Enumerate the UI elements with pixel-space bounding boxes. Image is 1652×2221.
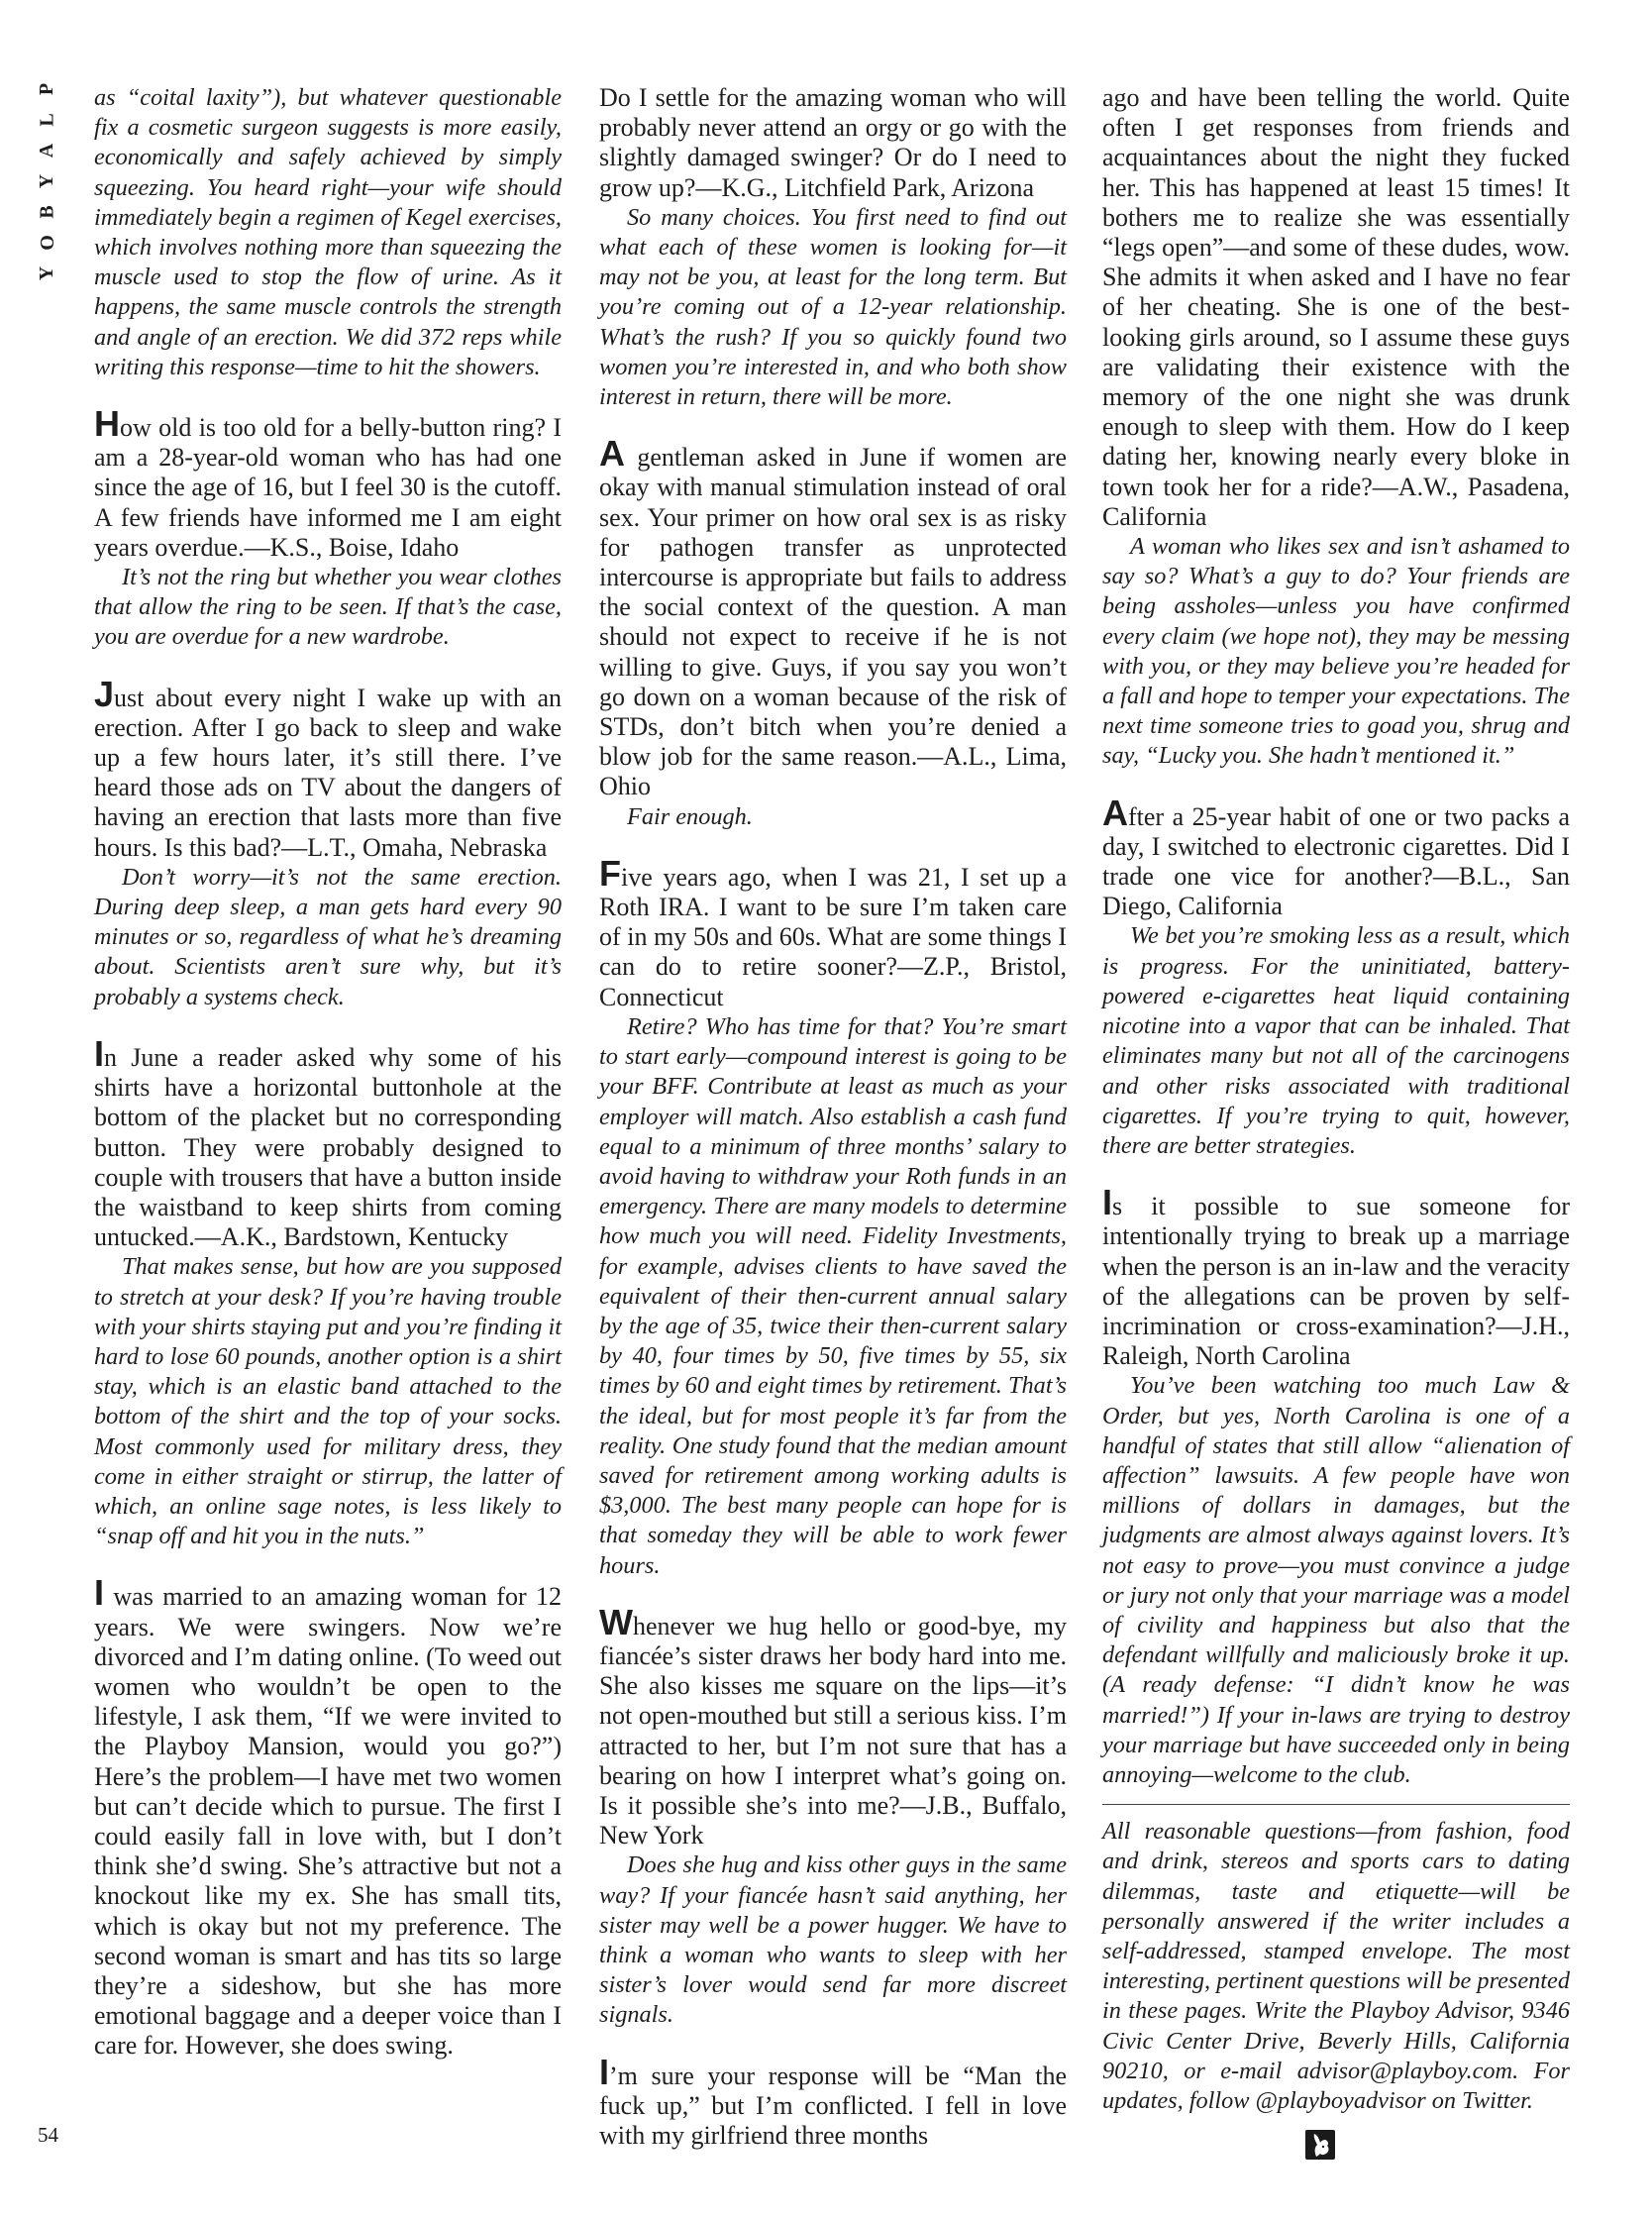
question [94,1032,562,1252]
page-number: 54 [38,2123,58,2147]
answer: Fair enough. [627,802,753,830]
question [1102,792,1570,922]
masthead-letter: A [36,142,58,159]
answer: Retire? Who has time for that? You’re smart to start early—compound interest is going to be your BFF. Contribute at least as much as your employer will match. Also establish a cash fund equal to a minimum of three months’ salary to avoid having to withdraw your Roth funds in an emergency. There are many models to determine how much you will need. Fidelity Investments, for example, advises clients to have saved the equivalent of their then-current annual salary by the age of 35, twice their then-current salary by 40, four times by 50, five times by 55, six times by 60 and eight times by retirement. That’s the ideal, but for most people it’s far from the reality. One study found that the median amount saved for retirement among working adults is $3,000. The best many people can hope for is that someday they will be able to work fewer hours. [599,1012,1067,1579]
question [599,1601,1067,1851]
question: Do I settle for the amazing woman who will probably never attend an orgy or go with the slightly damaged swinger? Or do I need to grow up?—K.G., Litchfield Park, Arizona [599,83,1067,202]
question [94,1572,562,2061]
divider [1102,1804,1570,1805]
masthead-letter: Y [36,172,58,189]
answer: That makes sense, but how are you supposed to stretch at your desk? If you’re having trouble with your shirts staying put and you’re finding it hard to lose 60 pounds, another option is a shirt stay, which is an elastic band attached to the bottom of the shirt and the top of your socks. Most commonly used for military dress, they come in either straight or stirrup, the latter of which, an online sage notes, is less likely to “snap off and hit you in the nuts.” [94,1253,562,1550]
question-text: n June a reader asked why some of his shirts have a horizontal buttonhole at the bottom of the placket but no corresponding button. They were probably designed to couple with trousers that have a button inside the waistband to keep shirts from coming untucked.—A.K., Bardstown, Kentucky [94,1042,562,1252]
answer: We bet you’re smoking less as a result, which is progress. For the uninitiated, battery-powered e-cigarettes heat liquid containing nicotine into a vapor that can be inhaled. That eliminates many but not all of the carcinogens and other risks associated with traditional cigarettes. If you’re trying to quit, however, there are better strategies. [1102,922,1570,1159]
question-text: s it possible to sue someone for intentionally trying to break up a marriage when the person is an in-law and the veracity of the allegations can be proven by self-incrimination or cross-examination?—J.H., Raleigh, North Carolina [1102,1192,1570,1371]
question-text: gentleman asked in June if women are okay with manual stimulation instead of oral sex. Your primer on how oral sex is as risky for pathogen transfer as unprotected intercourse is appropriate but fails to address the social context of the question. A man should not expect to receive if he is not willing to give. Guys, if you say you won’t go down on a woman because of the risk of STDs, don’t bitch when you’re denied a blow job for the same reason.—A.L., Lima, Ohio [599,443,1067,801]
drop-cap: I [599,2051,610,2092]
drop-cap: W [599,1601,633,1642]
answer: So many choices. You first need to find out what each of these women is looking for—it may not be you, at least for the long term. But you’re coming out of a 12-year relationship. What’s the rush? If you so quickly found two women you’re interested in, and who both show interest in return, there will be more. [599,203,1067,411]
drop-cap: F [599,852,621,894]
drop-cap: I [94,1572,105,1614]
question-text: ive years ago, when I was 21, I set up a Roth IRA. I want to be sure I’m taken care of in my 50s and 60s. What are some things I can do to retire sooner?—Z.P., Bristol, Connecticut [599,862,1067,1011]
drop-cap: J [94,673,115,714]
drop-cap: A [1102,792,1128,833]
question-text: fter a 25-year habit of one or two packs a day, I switched to electronic cigarettes. Did I trade one vice for another?—B.L., San Diego, California [1102,801,1570,921]
masthead-letter: B [36,204,58,219]
question-text: ust about every night I wake up with an erection. After I go back to sleep and wake up a few hours later, it’s still there. I’ve heard those ads on TV about the dangers of having an erection that lasts more than five hours. Is this bad?—L.T., Omaha, Nebraska [94,683,562,862]
masthead-letter: P [36,81,58,96]
answer: Does she hug and kiss other guys in the same way? If your fiancée hasn’t said anything, her sister may well be a power hugger. We have to think a woman who wants to sleep with her sister’s lover would send far more discreet signals. [599,1851,1067,2029]
question [94,673,562,863]
question [599,852,1067,1012]
question-text: henever we hug hello or good-bye, my fiancée’s sister draws her body hard into me. She also kisses me square on the lips—it’s not open-mouthed but still a serious kiss. I’m attracted to her, but I’m not sure that has a bearing on how I interpret what’s going on. Is it possible she’s into me?—J.B., Buffalo, New York [599,1611,1067,1851]
question [599,433,1067,801]
answer: It’s not the ring but whether you wear clothes that allow the ring to be seen. If that’s the case, you are overdue for a new wardrobe. [94,564,562,651]
question-text: ’m sure your response will be “Man the fuck up,” but I’m conflicted. I fell in love with my girlfriend three months [599,2061,1067,2150]
drop-cap: H [94,403,120,445]
answer: Don’t worry—it’s not the same erection. During deep sleep, a man gets hard every 90 minutes or so, regardless of what he’s dreaming about. Scientists aren’t sure why, but it’s probably a systems check. [94,863,562,1010]
question [94,403,562,563]
drop-cap: I [94,1032,105,1074]
question-text: ow old is too old for a belly-button ring? I am a 28-year-old woman who has had one since the age of 16, but I feel 30 is the cutoff. A few friends have informed me I am eight years overdue.—K.S., Boise, Idaho [94,413,562,562]
column-3 [1102,83,1570,2164]
advisor-footer-note: All reasonable questions—from fashion, food and drink, stereos and sports cars to dating dilemmas, taste and etiquette—will be personally answered if the writer includes a self-addressed, stamped envelope. The most interesting, pertinent questions will be presented in these pages. Write the Playboy Advisor, 9346 Civic Center Drive, Beverly Hills, California 90210, or e-mail advisor@playboy.com. For updates, follow @playboyadvisor on Twitter. [1102,1818,1570,2114]
answer: You’ve been watching too much Law & Order, but yes, North Carolina is one of a handful of states that still allow “alienation of affection” lawsuits. A few people have won millions of dollars in damages, but the judgments are almost always against lovers. It’s not easy to prove—you must convince a judge or jury not only that your marriage was a model of civility and happiness but also that the defendant willfully and maliciously broke it up. (A ready defense: “I didn’t know he was married!”) If your in-laws are trying to destroy your marriage but have succeeded only in being annoying—welcome to the club. [1102,1372,1570,1788]
answer: as “coital laxity”), but whatever questionable fix a cosmetic surgeon suggests is more easily, economically and safely achieved by simply squeezing. You heard right—your wife should immediately begin a regimen of Kegel exercises, which involves nothing more than squeezing the muscle used to stop the flow of urine. As it happens, the same muscle controls the strength and angle of an erection. We did 372 reps while writing this response—time to hit the showers. [94,84,562,380]
drop-cap: A [599,433,625,475]
column-2 [599,83,1067,2151]
masthead-letter: Y [36,264,58,281]
playboy-masthead [36,73,59,288]
masthead-letter: L [36,112,58,127]
column-1 [94,83,562,2062]
masthead-letter: O [36,234,58,251]
question [1102,1182,1570,1371]
question [599,2051,1067,2152]
drop-cap: I [1102,1182,1113,1223]
answer: A woman who likes sex and isn’t ashamed to say so? What’s a guy to do? Your friends are being assholes—unless you have confirmed every claim (we hope not), they may be messing with you, or they may believe you’re headed for a fall and hope to temper your expectations. The next time someone tries to goad you, shrug and say, “Lucky you. She hadn’t mentioned it.” [1102,533,1570,770]
rabbit-head-logo-icon [1305,2130,1335,2160]
question: ago and have been telling the world. Quite often I get responses from friends and acquaintances about the night they fucked her. This has happened at least 15 times! It bothers me to realize she was essentially “legs open”—and some of these dudes, wow. She admits it when asked and I have no fear of her cheating. She is one of the best-looking girls around, so I assume these guys are validating their existence with the memory of the one night she was drunk enough to sleep with them. How do I keep dating her, knowing nearly every bloke in town took her for a ride?—A.W., Pasadena, California [1102,83,1570,531]
question-text: was married to an amazing woman for 12 years. We were swingers. Now we’re divorced and I’m dating online. (To weed out women who wouldn’t be open to the lifestyle, I ask them, “If we were invited to the Playboy Mansion, would you go?”) Here’s the problem—I have met two women but can’t decide which to pursue. The first I could easily fall in love with, but I don’t think she’d swing. She’s attractive but not a knockout like my ex. She has small tits, which is okay but not my preference. The second woman is smart and has tits so large they’re a sideshow, but she has more emotional baggage and a deeper voice than I care for. However, she does swing. [94,1582,562,2061]
